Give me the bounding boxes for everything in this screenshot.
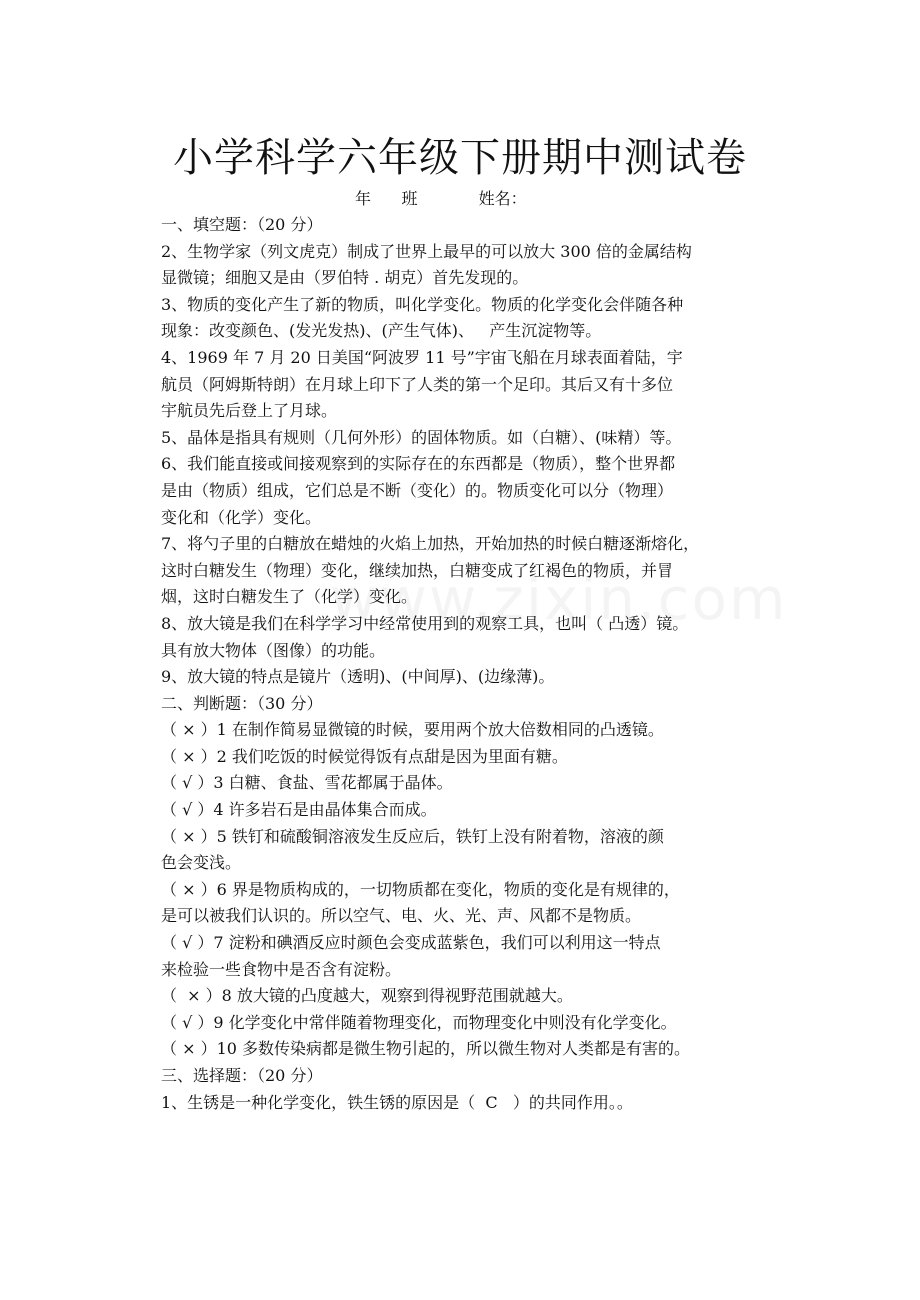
question-line: 9、放大镜的特点是镜片（透明)、(中间厚)、(边缘薄)。	[161, 667, 555, 687]
question-line: 7、将勺子里的白糖放在蜡烛的火焰上加热，开始加热的时候白糖逐渐熔化，	[161, 534, 700, 554]
question-line: 宇航员先后登上了月球。	[161, 401, 338, 421]
question-line: 4、1969 年 7 月 20 日美国“阿波罗 11 号”宇宙飞船在月球表面着陆，宇	[161, 347, 683, 367]
section-heading-true-false: 二、判断题：（30 分）	[161, 693, 323, 713]
exam-body	[161, 212, 773, 1116]
question-line: 现象：改变颜色、(发光发热)、(产生气体)、 产生沉淀物等。	[161, 321, 602, 341]
question-line: （ √ ）9 化学变化中常伴随着物理变化，而物理变化中则没有化学变化。	[161, 1012, 677, 1032]
question-line: 航员（阿姆斯特朗）在月球上印下了人类的第一个足印。其后又有十多位	[161, 374, 674, 394]
question-line: 是可以被我们认识的。所以空气、电、火、光、声、风都不是物质。	[161, 906, 642, 926]
page-title: 小学科学六年级下册期中测试卷	[173, 135, 747, 181]
question-line: 变化和（化学）变化。	[161, 507, 322, 527]
question-line: 8、放大镜是我们在科学学习中经常使用到的观察工具，也叫（ 凸透）镜。	[161, 613, 689, 633]
question-line: 3、物质的变化产生了新的物质，叫化学变化。物质的化学变化会伴随各种	[161, 294, 684, 314]
question-line: （ √ ）7 淀粉和碘酒反应时颜色会变成蓝紫色，我们可以利用这一特点	[161, 933, 661, 953]
question-line: 来检验一些食物中是否含有淀粉。	[161, 959, 402, 979]
grade-label: 年	[355, 189, 372, 208]
class-label: 班	[401, 189, 418, 208]
question-line: （ × ）6 界是物质构成的，一切物质都在变化，物质的变化是有规律的，	[161, 879, 680, 899]
question-line: 色会变浅。	[161, 853, 242, 873]
name-label: 姓名：	[478, 189, 527, 208]
section-heading-fill-blank: 一、填空题：（20 分）	[161, 215, 323, 234]
question-line: （ √ ）3 白糖、食盐、雪花都属于晶体。	[161, 773, 453, 793]
question-line: （ × ）10 多数传染病都是微生物引起的，所以微生物对人类都是有害的。	[161, 1039, 691, 1059]
question-line: （ × ）1 在制作简易显微镜的时候，要用两个放大倍数相同的凸透镜。	[161, 720, 664, 740]
question-line: 这时白糖发生（物理）变化，继续加热，白糖变成了红褐色的物质，并冒	[161, 560, 674, 580]
question-line: 显微镜；细胞又是由（罗伯特 . 胡克）首先发现的。	[161, 268, 529, 288]
question-line: （ × ）5 铁钉和硫酸铜溶液发生反应后，铁钉上没有附着物，溶液的颜	[161, 826, 664, 846]
question-line: 6、我们能直接或间接观察到的实际存在的东西都是（物质），整个世界都	[161, 454, 676, 474]
question-line: 具有放大物体（图像）的功能。	[161, 640, 386, 660]
question-line: 5、晶体是指具有规则（几何外形）的固体物质。如（白糖）、(味精）等。	[161, 427, 682, 447]
question-line: 2、生物学家（列文虎克）制成了世界上最早的可以放大 300 倍的金属结构	[161, 241, 692, 261]
question-line: 1、生锈是一种化学变化，铁生锈的原因是（ C ）的共同作用。。	[161, 1092, 633, 1112]
question-line: （ × ）2 我们吃饭的时候觉得饭有点甜是因为里面有糖。	[161, 746, 568, 766]
section-heading-multiple-choice: 三、选择题：（20 分）	[161, 1066, 323, 1085]
question-line: （ × ）8 放大镜的凸度越大，观察到得视野范围就越大。	[161, 986, 573, 1006]
question-line: 是由（物质）组成，它们总是不断（变化）的。物质变化可以分（物理）	[161, 480, 674, 500]
question-line: （ √ ）4 许多岩石是由晶体集合而成。	[161, 800, 437, 820]
question-line: 烟，这时白糖发生了（化学）变化。	[161, 587, 418, 607]
student-info-line	[355, 187, 527, 211]
